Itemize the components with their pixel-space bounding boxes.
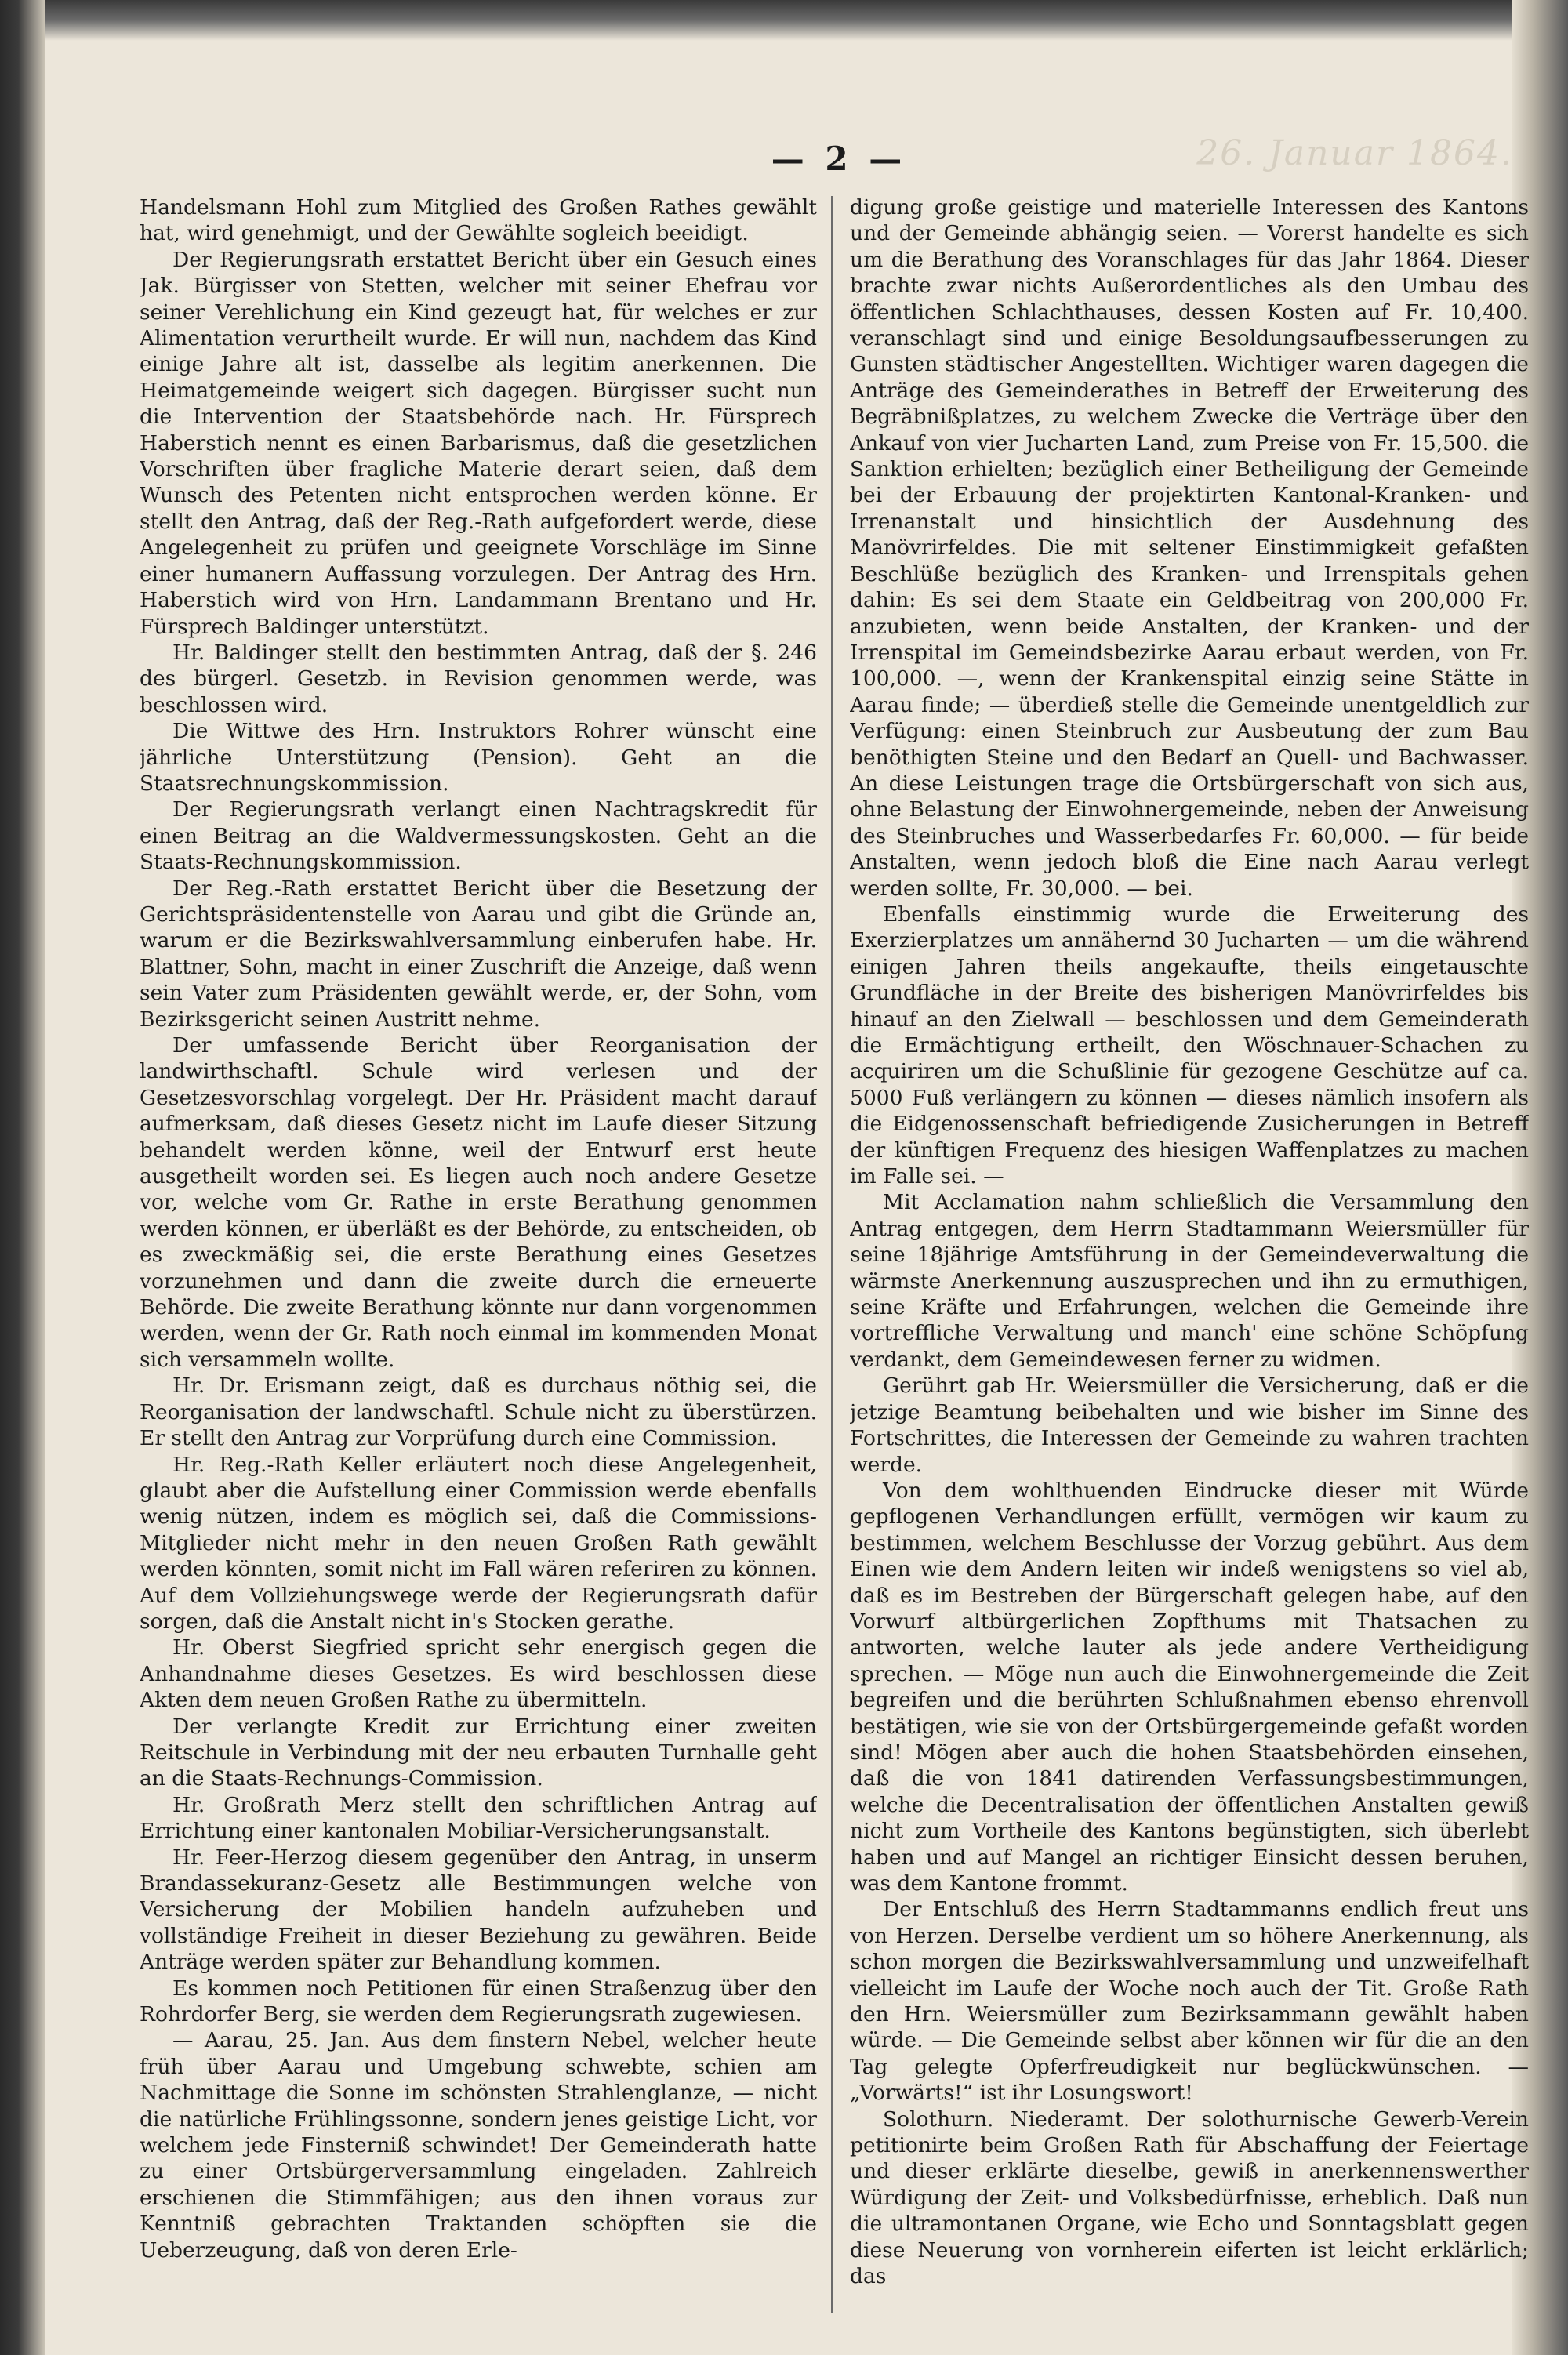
right-paragraph: Von dem wohlthuenden Eindrucke dieser mit Würde gepflogenen Verhandlungen erfüllt, vermögen wir kaum zu bestimmen, welchem Beschlusse der Vorzug gebührt. Aus dem Einen wie dem Andern leiten wir indeß wenigstens so viel ab, daß es im Bestreben der Bürgerschaft gelegen habe, auf den Vorwurf altbürgerlichen Zopfthums mit Thatsachen zu antworten, welche lauter als jede andere Vertheidigung sprechen. — Möge nun auch die Einwohnergemeinde die Zeit begreifen und die berührten Schlußnahmen ebenso ehrenvoll bestätigen, wie sie von der Ortsbürgergemeinde gefaßt worden sind! Mögen aber auch die hohen Staatsbehörden einsehen, daß die von 1841 datirenden Verfassungsbestimmungen, welche die Decentralisation der öffentlichen Anstalten gewiß nicht zum Vortheile des Kantons begünstigten, sich überlebt haben und auf Mangel an richtiger Einsicht dessen beruhen, was dem Kantone frommt.: [850, 1478, 1529, 1896]
right-paragraph: Der Entschluß des Herrn Stadtammanns endlich freut uns von Herzen. Derselbe verdient um so höhere Anerkennung, als schon morgen die Bezirkswahlversammlung und unzweifelhaft vielleicht im Laufe der Woche noch auch der Tit. Große Rath den Hrn. Weiersmüller zum Bezirksammann gewählt haben würde. — Die Gemeinde selbst aber können wir für die an den Tag gelegte Opferfreudigkeit nur beglückwünschen. — „Vorwärts!“ ist ihr Losungswort!: [850, 1897, 1529, 2106]
right-paragraph: Mit Acclamation nahm schließlich die Versammlung den Antrag entgegen, dem Herrn Stadtammann Weiersmüller für seine 18jährige Amtsführung in der Gemeindeverwaltung die wärmste Anerkennung auszusprechen und ihn zu ermuthigen, seine Kräfte und Erfahrungen, welchen die Gemeinde ihre vortreffliche Verwaltung und manch' eine schöne Schöpfung verdankt, dem Gemeindewesen ferner zu widmen.: [850, 1190, 1529, 1372]
right-paragraph: Solothurn. Niederamt. Der solothurnische Gewerb-Verein petitionirte beim Großen Rath für Abschaffung der Feiertage und dieser erklärte dieselbe, gewiß in anerkennenswerther Würdigung der Zeit- und Volksbedürfnisse, erheblich. Daß nun die ultramontanen Organe, wie Echo und Sonntagsblatt gegen diese Neuerung von vornherein eiferten ist leicht erklärlich; das: [850, 2106, 1529, 2289]
right-column: [850, 194, 1529, 2327]
left-paragraph: Hr. Reg.-Rath Keller erläutert noch diese Angelegenheit, glaubt aber die Aufstellung einer Commission werde ebenfalls wenig nützen, indem es möglich sei, daß die Commissions-Mitglieder nicht mehr in den neuen Großen Rath gewählt werden könnten, somit nicht im Fall wären referiren zu können. Auf dem Vollziehungswege werde der Regierungsrath dafür sorgen, daß die Anstalt nicht in's Stocken gerathe.: [140, 1452, 817, 1634]
right-paragraph: Gerührt gab Hr. Weiersmüller die Versicherung, daß er die jetzige Beamtung beibehalten und wie bisher im Sinne des Fortschrittes, die Interessen der Gemeinde zu wahren trachten werde.: [850, 1373, 1529, 1477]
left-paragraph: Der Reg.-Rath erstattet Bericht über die Besetzung der Gerichtspräsidentenstelle von Aarau und gibt die Gründe an, warum er die Bezirkswahlversammlung einberufen habe. Hr. Blattner, Sohn, macht in einer Zuschrift die Anzeige, daß wenn sein Vater zum Präsidenten gewählt werde, er, der Sohn, vom Bezirksgericht seinen Austritt nehme.: [140, 876, 817, 1032]
scan-top-edge: [0, 0, 1568, 41]
left-paragraph: Hr. Großrath Merz stellt den schriftlichen Antrag auf Errichtung einer kantonalen Mobiliar-Versicherungsanstalt.: [140, 1792, 817, 1844]
left-paragraph: Hr. Dr. Erismann zeigt, daß es durchaus nöthig sei, die Reorganisation der landwschaftl. Schule nicht zu überstürzen. Er stellt den Antrag zur Vorprüfung durch eine Commission.: [140, 1373, 817, 1451]
left-paragraph: Die Wittwe des Hrn. Instruktors Rohrer wünscht eine jährliche Unterstützung (Pension). Geht an die Staatsrechnungskommission.: [140, 719, 817, 796]
page-number: — 2 —: [771, 140, 907, 178]
left-paragraph: Der verlangte Kredit zur Errichtung einer zweiten Reitschule in Verbindung mit der neu erbauten Turnhalle geht an die Staats-Rechnungs-Commission.: [140, 1714, 817, 1791]
left-paragraph: Hr. Feer-Herzog diesem gegenüber den Antrag, in unserm Brandassekuranz-Gesetz alle Bestimmungen welche von Versicherung der Mobilien handeln aufzuheben und vollständige Freiheit in dieser Beziehung zu gewähren. Beide Anträge werden später zur Behandlung kommen.: [140, 1845, 817, 1975]
left-paragraph: Hr. Oberst Siegfried spricht sehr energisch gegen die Anhandnahme dieses Gesetzes. Es wird beschlossen diese Akten dem neuen Großen Rathe zu übermitteln.: [140, 1635, 817, 1713]
bleed-through-date: 26. Januar 1864.: [1196, 133, 1513, 173]
left-paragraph: Hr. Baldinger stellt den bestimmten Antrag, daß der §. 246 des bürgerl. Gesetzb. in Revision genommen werde, was beschlossen wird.: [140, 640, 817, 717]
left-column: [140, 194, 817, 2327]
right-paragraph: digung große geistige und materielle Interessen des Kantons und der Gemeinde abhängig seien. — Vorerst handelte es sich um die Berathung des Voranschlages für das Jahr 1864. Dieser brachte zwar nichts Außerordentliches als den Umbau des öffentlichen Schlachthauses, dessen Kosten auf Fr. 10,400. veranschlagt sind und einige Besoldungsaufbesserungen zu Gunsten städtischer Angestellten. Wichtiger waren dagegen die Anträge des Gemeinderathes in Betreff der Erweiterung des Begräbnißplatzes, zu welchem Zwecke die Verträge über den Ankauf von vier Jucharten Land, zum Preise von Fr. 15,500. die Sanktion erhielten; bezüglich einer Betheiligung der Gemeinde bei der Erbauung der projektirten Kantonal-Kranken- und Irrenanstalt und hinsichtlich der Ausdehnung des Manövrirfeldes. Die mit seltener Einstimmigkeit gefaßten Beschlüße bezüglich des Kranken- und Irrenspitals gehen dahin: Es sei dem Staate ein Geldbeitrag von 200,000 Fr. anzubieten, wenn beide Anstalten, der Kranken- und der Irrenspital im Gemeindsbezirke Aarau erbaut werden, von Fr. 100,000. —, wenn der Krankenspital einzig seine Stätte in Aarau finde; — überdieß stelle die Gemeinde unentgeldlich zur Verfügung: einen Steinbruch zur Ausbeutung der zum Bau benöthigten Steine und den Bedarf an Quell- und Bachwasser. An diese Leistungen trage die Ortsbürgerschaft von sich aus, ohne Belastung der Einwohnergemeinde, neben der Anweisung des Steinbruches und Wasserbedarfes Fr. 60,000. — für beide Anstalten, wenn jedoch bloß die Eine nach Aarau verlegt werden sollte, Fr. 30,000. — bei.: [850, 195, 1529, 901]
left-paragraph: Der umfassende Bericht über Reorganisation der landwirthschaftl. Schule wird verlesen und der Gesetzesvorschlag vorgelegt. Der Hr. Präsident macht darauf aufmerksam, daß dieses Gesetz nicht im Laufe dieser Sitzung behandelt werden könne, weil der Entwurf erst heute ausgetheilt worden sei. Es liegen auch noch andere Gesetze vor, welche vom Gr. Rathe in erste Berathung genommen werden können, er überläßt es der Behörde, zu entscheiden, ob es zweckmäßig sei, die erste Berathung eines Gesetzes vorzunehmen und dann die zweite durch die erneuerte Behörde. Die zweite Berathung könnte nur dann vorgenommen werden, wenn der Gr. Rath noch einmal im kommenden Monat sich versammeln wollte.: [140, 1033, 817, 1372]
right-paragraph: Ebenfalls einstimmig wurde die Erweiterung des Exerzierplatzes um annähernd 30 Jucharten — um die während einigen Jahren theils angekaufte, theils eingetauschte Grundfläche in der Breite des bisherigen Manövrirfeldes bis hinauf an den Zielwall — beschlossen und dem Gemeinderath die Ermächtigung ertheilt, den Wöschnauer-Schachen zu acquiriren um die Schußlinie für gezogene Geschütze auf ca. 5000 Fuß verlängern zu können — dieses nämlich insofern als die Eidgenossenschaft befriedigende Zusicherungen in Betreff der künftigen Frequenz des hiesigen Waffenplatzes zu machen im Falle sei. —: [850, 902, 1529, 1189]
left-paragraph: Handelsmann Hohl zum Mitglied des Großen Rathes gewählt hat, wird genehmigt, und der Gewählte sogleich beeidigt.: [140, 195, 817, 246]
column-divider: [831, 196, 833, 2313]
left-paragraph: — Aarau, 25. Jan. Aus dem finstern Nebel, welcher heute früh über Aarau und Umgebung schwebte, schien am Nachmittage die Sonne im schönsten Strahlenglanze, — nicht die natürliche Frühlingssonne, sondern jenes geistige Licht, vor welchem jede Finsterniß schwindet! Der Gemeinderath hatte zu einer Ortsbürgerversammlung eingeladen. Zahlreich erschienen die Stimmfähigen; aus den ihnen voraus zur Kenntniß gebrachten Traktanden schöpften sie die Ueberzeugung, daß von deren Erle-: [140, 2028, 817, 2262]
left-paragraph: Der Regierungsrath erstattet Bericht über ein Gesuch eines Jak. Bürgisser von Stetten, welcher mit seiner Ehefrau vor seiner Verehlichung ein Kind gezeugt hat, für welches er zur Alimentation verurtheilt wurde. Er will nun, nachdem das Kind einige Jahre alt ist, dasselbe als legitim anerkennen. Die Heimatgemeinde weigert sich dagegen. Bürgisser sucht nun die Intervention der Staatsbehörde nach. Hr. Fürsprech Haberstich nennt es einen Barbarismus, daß die gesetzlichen Vorschriften über fragliche Materie derart seien, daß dem Wunsch des Petenten nicht entsprochen werden könne. Er stellt den Antrag, daß der Reg.-Rath aufgefordert werde, diese Angelegenheit zu prüfen und geeignete Vorschläge im Sinne einer humanern Auffassung vorzulegen. Der Antrag des Hrn. Haberstich wird von Hrn. Landammann Brentano und Hr. Fürsprech Baldinger unterstützt.: [140, 247, 817, 639]
left-paragraph: Der Regierungsrath verlangt einen Nachtragskredit für einen Beitrag an die Waldvermessungskosten. Geht an die Staats-Rechnungskommission.: [140, 797, 817, 875]
left-paragraph: Es kommen noch Petitionen für einen Straßenzug über den Rohrdorfer Berg, sie werden dem Regierungsrath zugewiesen.: [140, 1976, 817, 2027]
scan-left-edge: [0, 0, 45, 2355]
